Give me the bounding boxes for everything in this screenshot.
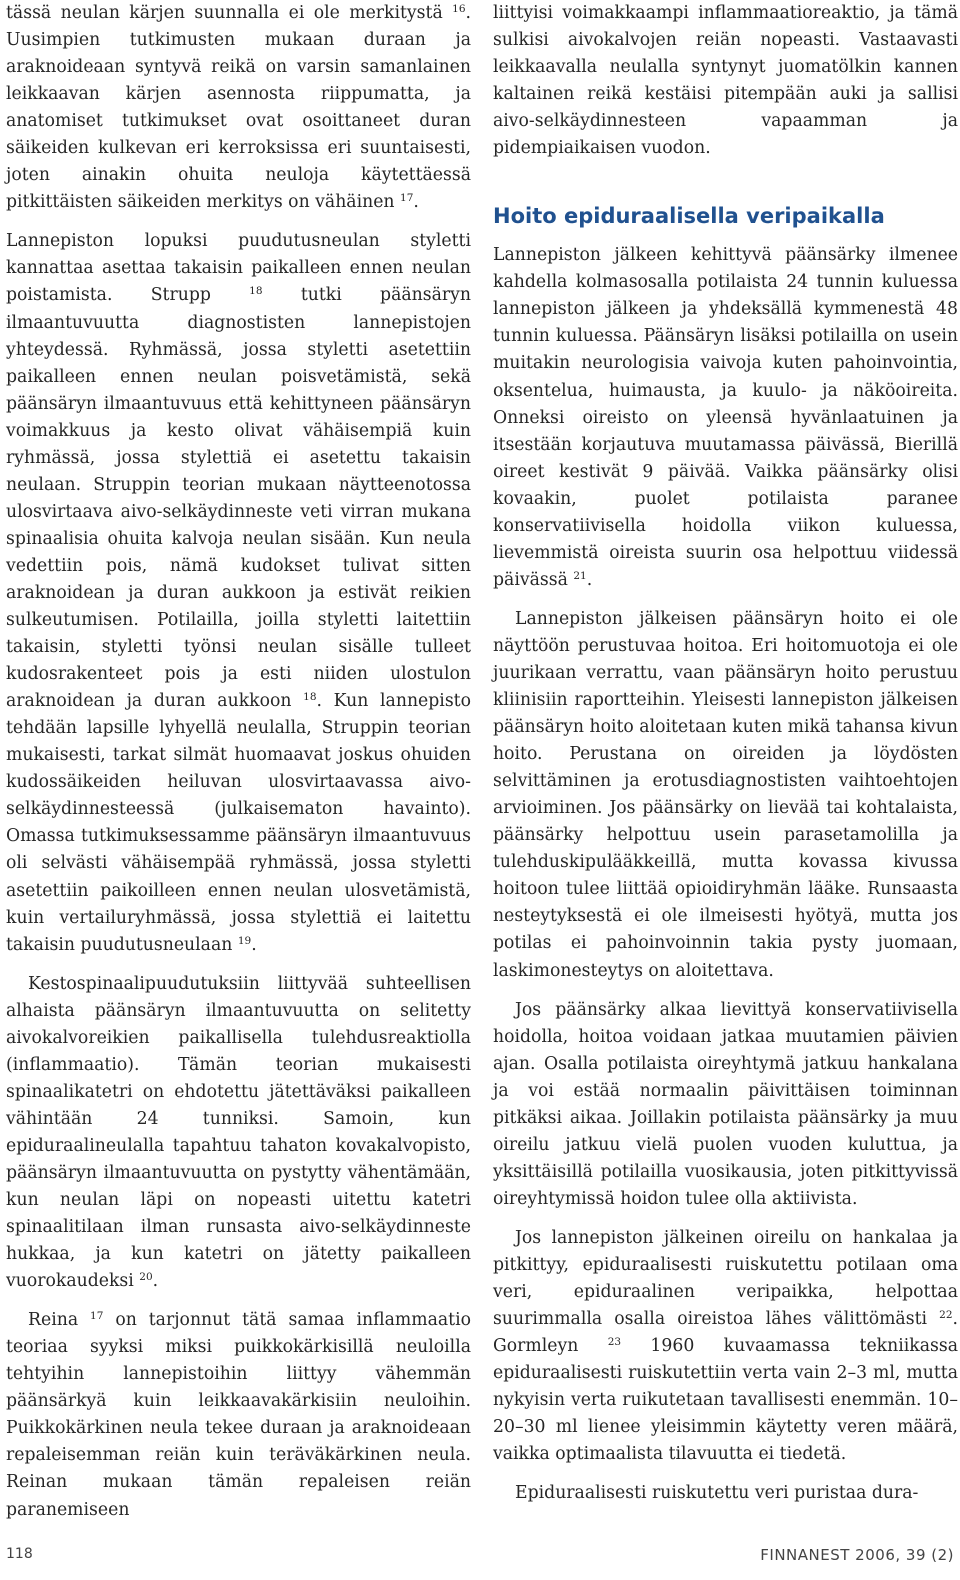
citation-ref: 16: [452, 3, 466, 15]
journal-footer: FINNANEST 2006, 39 (2): [760, 1546, 954, 1564]
body-paragraph: Kestospinaalipuudutuksiin liittyvää suhteellisen alhaista päänsäryn ilmaantuvuutta on selitetty aivokalvoreikien paikallisella tulehdusreaktiolla (inflammaatio). Tämän teorian mukaisesti spinaalikatetri on ehdotettu jätettäväksi paikalleen vähintään 24 tunniksi. Samoin, kun epiduraalineulalla tapahtuu tahaton kovakalvopisto, päänsäryn ilmaantuvuutta on pystytty vähentämään, kun neulan läpi on nopeasti uitettu katetri spinaalitilaan ilman runsasta aivo-selkäydinneste hukkaa, ja kun katetri on jätetty paikalleen vuorokaudeksi $^{20}$.: [6, 973, 471, 1292]
citation-ref: 20: [139, 1271, 153, 1284]
body-paragraph: liittyisi voimakkaampi inflammaatioreaktio, ja tämä sulkisi aivokalvojen reiän nopeasti. Vastaavasti leikkaavalla neulalla syntynyt juomatölkin kannen kaltainen reikä kestäisi pitempään auki ja sallisi aivo-selkäydinnesteen vapaamman ja pidempiaikaisen vuodon.: [493, 3, 958, 159]
citation-ref: 19: [237, 934, 252, 947]
page-number: 118: [6, 1546, 33, 1562]
citation-ref: 18: [249, 285, 263, 298]
citation-ref: 17: [90, 1310, 104, 1323]
citation-ref: 17: [400, 192, 414, 205]
body-paragraph: Lannepiston lopuksi puudutusneulan styletti kannattaa asettaa takaisin paikalleen ennen neulan poistamista. Strupp $^{18}$ tutki päänsäryn ilmaantuvuutta diagnostisten lannepistojen yhteydessä. Ryhmässä, jossa styletti asetettiin paikalleen ennen neulan poisvetämistä, sekä päänsäryn ilmaantuvuus että kehittyneen päänsäryn voimakkuus ja kesto olivat vähäisempiä kuin ryhmässä, jossa stylettiä ei asetettu takaisin neulaan. Struppin teorian mukaan näytteenotossa ulosvirtaava aivo-selkäydinneste veti virran mukana spinaalisia ohuita kalvoja neulan sisään. Kun neula vedettiin pois, nämä kudokset tulivat sitten araknoidean ja duran aukkoon ja estivät reikien sulkeutumisen. Potilailla, joilla styletti laitettiin takaisin, styletti työnsi neulan sisälle tulleet kudosrakenteet pois ja esti niiden ulostulon araknoidean ja duran aukkoon $^{18}$. Kun lannepisto tehdään lapsille lyhyellä neulalla, Struppin teorian mukaisesti, tarkat silmät huomaavat joskus ohuiden kudossäikeiden heiluvan ulosvirtaavassa aivo-selkäydinnesteessä (julkaisematon havainto). Omassa tutkimuksessamme päänsäryn ilmaantuvuus oli selvästi vähäisempää ryhmässä, jossa styletti asetettiin paikoilleen ennen neulan ulosvetämistä, kuin vertailuryhmässä, jossa stylettiä ei laitettu takaisin puudutusneulaan $^{19}$.: [6, 231, 471, 955]
citation-ref: 23: [607, 1336, 622, 1349]
body-paragraph: tässä neulan kärjen suunnalla ei ole merkitystä $^{16}$. Uusimpien tutkimusten mukaan duraan ja araknoideaan syntyvä reikä on varsin samanlainen leikkaavan kärjen asennosta riippumatta, ja anatomiset tutkimukset ovat osoittaneet duran säikeiden kulkevan eri kerroksissa eri suuntaisesti, joten ainakin ohuita neuloja käytettäessä pitkittäisten säikeiden merkitys on vähäinen $^{17}$.: [6, 3, 471, 213]
body-paragraph: Jos päänsärky alkaa lievittyä konservatiivisella hoidolla, hoitoa voidaan jatkaa muutamien päivien ajan. Osalla potilaista oireyhtymä jatkuu hankalana ja voi estää normaalin päivittäisen toiminnan pitkäksi aikaa. Joillakin potilaista päänsärky ja muu oireilu jatkuu vielä puolen vuoden kuluttua, ja yksittäisillä potilailla vuosikausia, joten pitkittyvissä oireyhtymissä hoidon tulee olla aktiivista.: [493, 999, 958, 1209]
body-paragraph: Lannepiston jälkeisen päänsäryn hoito ei ole näyttöön perustuvaa hoitoa. Eri hoitomuotoja ei ole juurikaan verrattu, vaan päänsäryn hoito perustuu kliinisiin raportteihin. Yleisesti lannepiston jälkeisen päänsäryn hoito aloitetaan kuten mikä tahansa kivun hoito. Perustana on oireiden ja löydösten selvittäminen ja erotusdiagnostisten vaihtoehtojen arvioiminen. Jos päänsärky on lievää tai kohtalaista, päänsärky helpottuu usein parasetamolilla ja tulehduskipulääkkeillä, mutta kovassa kivussa hoitoon tulee liittää opioidiryhmän lääke. Runsaasta nesteytyksestä ei ole ilmeisesti hyötyä, mutta jos potilas ei pahoinvoinnin takia pysty juomaan, laskimonesteytys on aloitettava.: [493, 608, 958, 981]
section-heading: Hoito epiduraalisella veripaikalla: [493, 204, 885, 229]
body-paragraph: Reina $^{17}$ on tarjonnut tätä samaa inflammaatio teoriaa syyksi miksi puikkokärkisillä neuloilla tehtyihin lannepistoihin liittyy vähemmän päänsärkyä kuin leikkaavakärkisiin neuloihin. Puikkokärkinen neula tekee duraan ja araknoideaan repaleisemman reiän kuin teräväkärkinen neula. Reinan mukaan tämän repaleisen reiän paranemiseen: [6, 1310, 471, 1520]
left-column: [6, 0, 471, 1524]
right-column: [493, 0, 958, 1507]
citation-ref: 21: [573, 569, 587, 582]
citation-ref: 18: [303, 691, 317, 704]
body-paragraph: Jos lannepiston jälkeinen oireilu on hankalaa ja pitkittyy, epiduraalisesti ruiskutettu potilaan oma veri, epiduraalinen veripaikka, helpottaa suurimmalla osalla oireistoa lähes välittömästi $^{22}$. Gormleyn $^{23}$ 1960 kuvaamassa tekniikassa epiduraalisesti ruiskutettiin verta vain 2–3 ml, mutta nykyisin verta ruikutetaan tavallisesti enemmän. 10–20–30 ml lienee yleisimmin käytetty veren määrä, vaikka optimaalista tilavuutta ei tiedetä.: [493, 1227, 958, 1465]
body-paragraph: Epiduraalisesti ruiskutettu veri puristaa dura-: [515, 1483, 919, 1504]
body-paragraph: Lannepiston jälkeen kehittyvä päänsärky ilmenee kahdella kolmasosalla potilaista 24 tunnin kuluessa lannepiston jälkeen ja yhdeksällä kymmenestä 48 tunnin kuluessa. Päänsäryn lisäksi potilailla on usein muitakin neurologisia vaivoja kuten pahoinvointia, oksentelua, huimausta, ja kuulo- ja näköoireita. Onneksi oireisto on yleensä hyvänlaatuinen ja itsestään korjautuva muutamassa päivässä, Bierillä oireet kestivät 9 päivää. Vaikka päänsärky olisi kovaakin, puolet potilaista paranee konservatiivisella hoidolla viikon kuluessa, lievemmistä oireista suurin osa helpottuu viidessä päivässä $^{21}$.: [493, 245, 958, 590]
citation-ref: 22: [939, 1309, 953, 1322]
